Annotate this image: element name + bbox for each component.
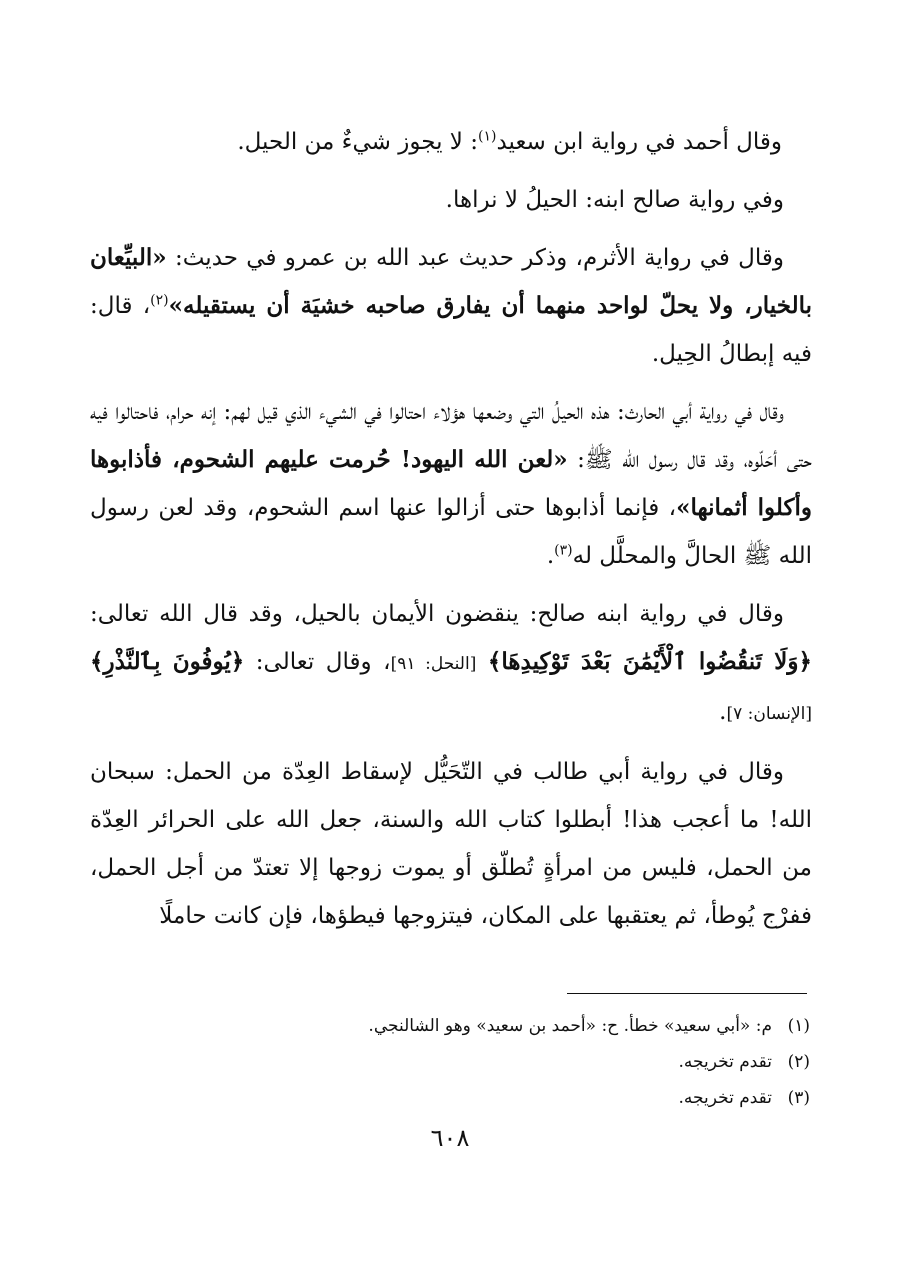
quran-verse: ﴿يُوفُونَ بِٱلنَّذْرِ﴾ — [90, 648, 245, 675]
hadith-quote: «لعن الله اليهود! حُرمت عليهم الشحوم، فأذابوها وأكلوا أثمانها» — [90, 446, 812, 521]
text-run: ، فإنما أذابوها حتى أزالوا عنها اسم الشحوم، وقد لعن رسول الله ﷺ الحالَّ والمحلَّل له — [90, 495, 812, 569]
hadith-quote: «البيِّعان بالخيار، ولا يحلّ لواحد منهما أن يفارق صاحبه خشيَة أن يستقيله» — [90, 244, 812, 319]
footnote-ref-3: (٣) — [554, 542, 573, 559]
paragraph-2 — [90, 176, 812, 224]
text-run: وقال في رواية ابنه صالح: ينقضون الأيمان بالحيل، وقد قال الله تعالى: — [90, 601, 784, 627]
text-run: ، وقال تعالى: — [255, 649, 391, 675]
text-run: وفي رواية صالح ابنه: الحيلُ لا نراها. — [445, 187, 784, 213]
footnote-text: تقدم تخريجه. — [678, 1088, 772, 1108]
text-run: وقال في رواية أبي الحارث: هذه الحيلُ التي وضعها هؤلاء احتالوا في الشيء الذي قيل لهم: إنه حرام، فاحتالوا فيه حتى أحَلّوه، وقد قال رسول الله ﷺ: — [90, 399, 813, 473]
verse-reference: [النحل: ٩١] — [390, 654, 477, 674]
footnote-ref-1: (١) — [477, 128, 497, 145]
footnote-number: (٢) — [787, 1052, 810, 1072]
quran-verse: ﴿وَلَا تَنقُضُوا ٱلْأَيْمَٰنَ بَعْدَ تَوْكِيدِهَا﴾ — [487, 648, 812, 675]
footnote-divider — [567, 993, 807, 994]
main-text — [90, 118, 812, 950]
text-run: . — [546, 543, 555, 569]
text-run: . — [719, 699, 727, 725]
paragraph-5 — [90, 590, 812, 738]
text-run: وقال في رواية أبي طالب في التّحَيُّل لإسقاط العِدّة من الحمل: سبحان الله! ما أعجب هذا! أبطلوا كتاب الله والسنة، جعل الله على الحرائر العِدّة من الحمل، فليس من امرأةٍ تُطلّق أو يموت زوجها إلا تعتدّ من أجل الحمل، ففرْج يُوطأ، ثم يعتقبها على المكان، فيتزوجها فيطؤها، فإن كانت حاملًا — [90, 759, 812, 929]
paragraph-3 — [90, 234, 812, 378]
footnote-number: (١) — [787, 1016, 810, 1036]
footnote-3 — [90, 1080, 810, 1116]
text-run: ، قال: فيه إبطالُ الحِيل. — [90, 293, 812, 367]
footnote-1 — [90, 1008, 810, 1044]
paragraph-1 — [90, 118, 812, 166]
text-run: وقال في رواية الأثرم، وذكر حديث عبد الله بن عمرو في حديث: — [174, 245, 784, 271]
paragraph-6 — [90, 748, 812, 940]
text-run: : لا يجوز شيءٌ من الحيل. — [237, 129, 478, 155]
footnote-text: تقدم تخريجه. — [678, 1052, 772, 1072]
page-number: ٦٠٨ — [430, 1124, 470, 1152]
footnote-text: م: «أبي سعيد» خطأ. ح: «أحمد بن سعيد» وهو الشالنجي. — [368, 1016, 772, 1036]
paragraph-4 — [90, 388, 812, 580]
footnote-2 — [90, 1044, 810, 1080]
text-run: وقال أحمد في رواية ابن سعيد — [496, 129, 782, 155]
footnotes — [90, 1008, 810, 1116]
verse-reference: [الإنسان: ٧] — [726, 704, 812, 724]
footnote-number: (٣) — [787, 1088, 810, 1108]
footnote-ref-2: (٢) — [150, 292, 169, 309]
